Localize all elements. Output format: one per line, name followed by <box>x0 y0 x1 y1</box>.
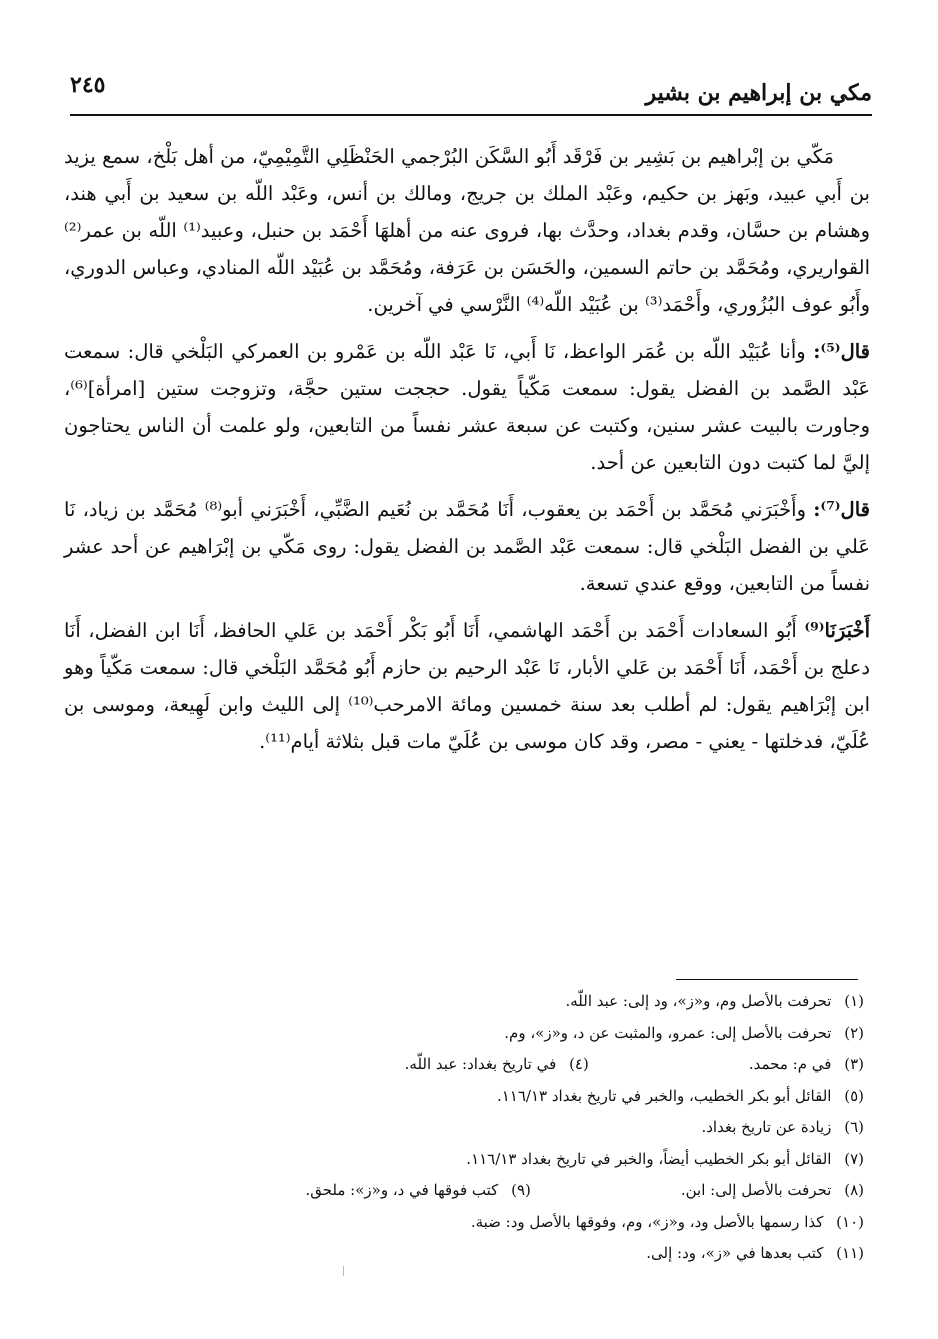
paragraph-text: مَكّي بن إبْراهيم بن بَشِير بن فَرْقَد أَبُو السَّكَن البُرْجمي الحَنْظَلِي التَّمِيْمِيّ، من أهل بَلْخ، سمع يزيد بن أَبي عبيد، وبَهز بن حكيم، وعَبْد الملك بن جريج، ومالك بن أنس، وعَبْد اللّه بن سعيد بن أَبي هند، وهشام بن حسَّان، وقدم بغداد، وحدَّث بها، فروى عنه من أهلهَا أَحْمَد بن حنبل، وعبيد⁽¹⁾ اللّه بن عمر⁽²⁾ القواريري، ومُحَمَّد بن حاتم السمين، والحَسَن بن عَرَفة، ومُحَمَّد بن عُبَيْد اللّه المنادي، وعباس الدوري، وأَبُو عوف البُزُوري، وأَحْمَد⁽³⁾ بن عُبَيْد اللّه⁽⁴⁾ النَّرْسي في آخرين. <box>64 145 870 316</box>
footnote-number: (١٠) <box>836 1212 864 1231</box>
footnote-number: (٤) <box>569 1055 589 1073</box>
header-rule <box>70 114 872 116</box>
paragraph-narration-3 <box>64 612 870 760</box>
paragraph-text: وأَخْبَرَني مُحَمَّد بن أَحْمَد بن يعقوب، أَنَا مُحَمَّد بن نُعَيم الضَّبِّي، أَخْبَرَني أبو⁽⁸⁾ مُحَمَّد بن زياد، نَا عَلي بن الفضل البَلْخي قال: سمعت عَبْد الصَّمد بن الفضل يقول: روى مَكّي بن إبْرَاهيم عن أحد عشر نفساً من التابعين، ووقع عندي تسعة. <box>64 498 870 595</box>
footnote-number: (٣) <box>844 1055 864 1073</box>
paragraph-lead: قال⁽⁵⁾: <box>813 340 871 363</box>
paragraph-text: أَبُو السعادات أَحْمَد بن أَحْمَد الهاشمي، أَنَا أَبُو بَكْر أَحْمَد بن عَلي الحافظ، أَنَا ابن الفضل، أَنَا دعلج بن أَحْمَد، أَنَا أَحْمَد بن عَلي الأبار، نَا عَبْد الرحيم بن حازم أَبُو مُحَمَّد البَلْخي قال: سمعت مَكّياً وهو ابن إبْرَاهيم يقول: لم أطلب بعد سنة خمسين ومائة الامرحب⁽¹⁰⁾ إلى الليث وابن لَهِيعة، وموسى بن عُلَيّ، فدخلتها - يعني - مصر، وقد كان موسى بن عُلَيّ مات قبل بثلاثة أيام⁽¹¹⁾. <box>64 619 870 753</box>
footnote-text: في تاريخ بغداد: عبد اللّه. <box>404 1055 557 1073</box>
main-text <box>64 138 870 770</box>
footnote <box>120 1018 864 1050</box>
footnote-number: (٢) <box>844 1023 864 1042</box>
footnote-number: (١) <box>844 992 864 1010</box>
footnote-number: (١١) <box>836 1244 864 1262</box>
footnote-number: (٧) <box>844 1149 864 1168</box>
footnote-number: (٥) <box>844 1086 864 1105</box>
footnote-text: تحرفت بالأصل إلى: ابن. <box>680 1181 832 1199</box>
footnote-text: في م: محمد. <box>748 1055 832 1073</box>
footnote-number: (٨) <box>844 1181 864 1199</box>
footnote <box>749 1049 864 1081</box>
paragraph-narration-2 <box>64 491 870 602</box>
paragraph-biography <box>64 138 870 323</box>
footnote <box>120 1207 864 1239</box>
footnote-text: كذا رسمها بالأصل ود، و«ز»، وم، وفوقها بالأصل ود: ضبة. <box>470 1212 824 1231</box>
running-title: مكي بن إبراهيم بن بشير <box>645 80 872 106</box>
footnote-number: (٦) <box>844 1118 864 1136</box>
paragraph-narration-1 <box>64 333 870 481</box>
footnote <box>120 1238 864 1270</box>
footnote-text: تحرفت بالأصل إلى: عمرو، والمثبت عن د، و«ز»، وم. <box>504 1023 832 1042</box>
footnote-text: القائل أبو بكر الخطيب، والخبر في تاريخ بغداد ١١٦/١٣. <box>496 1086 832 1105</box>
footnote <box>305 1175 530 1207</box>
footnote <box>405 1049 589 1081</box>
footnote <box>120 1112 864 1144</box>
footnote-text: كتب فوقها في د، و«ز»: ملحق. <box>305 1181 499 1199</box>
footnote <box>120 1144 864 1176</box>
paragraph-lead: قال⁽⁷⁾: <box>813 498 870 521</box>
footnote <box>120 986 864 1018</box>
footnote-text: كتب بعدها في «ز»، ود: إلى. <box>646 1244 824 1262</box>
footnote-text: القائل أبو بكر الخطيب أيضاً، والخبر في تاريخ بغداد ١١٦/١٣. <box>466 1149 832 1168</box>
footnote <box>120 1081 864 1113</box>
footnote-pair <box>120 1175 864 1207</box>
footnotes <box>120 986 864 1270</box>
footnote <box>681 1175 864 1207</box>
footnote-text: زيادة عن تاريخ بغداد. <box>701 1118 832 1136</box>
scan-mark <box>343 1266 344 1276</box>
footnote-number: (٩) <box>511 1181 531 1199</box>
footnote-text: تحرفت بالأصل وم، و«ز»، ود إلى: عبد اللّه. <box>565 992 832 1010</box>
paragraph-text: وأنا عُبَيْد اللّه بن عُمَر الواعظ، نَا أَبي، نَا عَبْد اللّه بن عَمْرو بن العمركي البَلْخي قال: سمعت عَبْد الصَّمد بن الفضل يقول: سمعت مَكّياً يقول. حججت ستين حجَّة، وتزوجت ستين [امرأة]⁽⁶⁾، وجاورت بالبيت عشر سنين، وكتبت عن سبعة عشر نفساً من التابعين، ولو علمت أن الناس يحتاجون إليَّ لما كتبت دون التابعين عن أحد. <box>64 340 870 474</box>
footnote-separator <box>676 979 858 980</box>
footnote-pair <box>120 1049 864 1081</box>
paragraph-lead: أَخْبَرَنَا⁽⁹⁾ <box>804 619 870 642</box>
page-header <box>70 66 872 110</box>
page-number: ٢٤٥ <box>70 72 106 98</box>
